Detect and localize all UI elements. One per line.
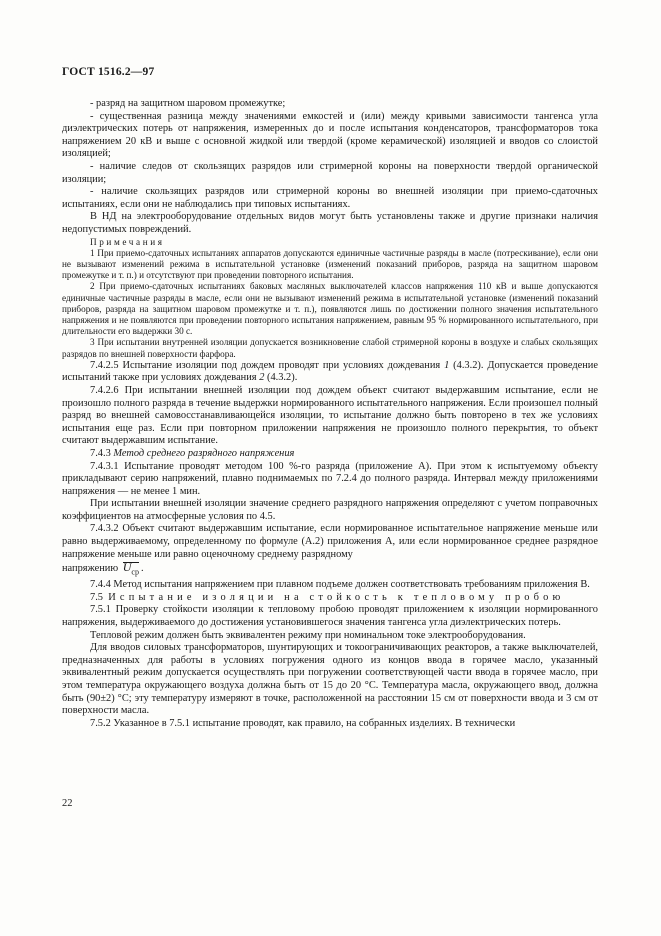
paragraph: 7.4.2.6 При испытании внешней изоляции под дождем объект считают выдержавшим испытание, если не произошло полного разряда в течение выдержки нормированного испытательного напряжения. Если произошел полный разряд во внешней самовосстанавливающейся изоляции, то испытание должно быть повторено в тех же условиях испытания еще раз. Если при повторном приложении напряжения не произошло полного перекрытия, то объект считают выдержавшим испытание.: [62, 384, 598, 447]
formula: $U_{ср}$: [123, 561, 139, 579]
subsection-heading: 7.4.3 Метод среднего разрядного напряжения: [90, 447, 295, 459]
document-header: ГОСТ 1516.2—97: [62, 66, 155, 78]
list-item: - наличие скользящих разрядов или стримерной короны во внешней изоляции при приемо-сдаточных испытаниях, если они не наблюдались при типовых испытаниях.: [62, 186, 598, 210]
paragraph: 7.5.2 Указанное в 7.5.1 испытание проводят, как правило, на собранных изделиях. В технически: [90, 717, 516, 729]
list-item: - наличие следов от скользящих разрядов или стримерной короны на поверхности твердой органической изоляции;: [62, 160, 598, 185]
formula-line: напряжению $U_{ср}$ .: [62, 561, 598, 579]
paragraph: При испытании внешней изоляции значение среднего разрядного напряжения определяют с учетом поправочных коэффициентов на атмосферные условия по 4.5.: [62, 498, 598, 522]
paragraph: 7.4.3.2 Объект считают выдержавшим испытание, если нормированное испытательное напряжение меньше или равно выдерживаемому, определенному по формуле (А.2) приложения А, или если нормированное среднее разрядное напряжение меньше или равно оценочному среднему разрядному: [62, 523, 598, 560]
note: 3 При испытании внутренней изоляции допускается возникновение слабой стримерной короны в воздухе и слабых скользящих разрядов по внешней поверхности фарфора.: [62, 337, 598, 359]
paragraph: 7.4.3.1 Испытание проводят методом 100 %-го разряда (приложение А). При этом к испытуемому объекту прикладывают серию напряжений, плавно поднимаемых по 7.2.4 до полного разряда. Интервал между приложениями напряжения — не менее 1 мин.: [62, 460, 598, 497]
paragraph: 7.4.4 Метод испытания напряжением при плавном подъеме должен соответствовать требованиям приложения В.: [90, 579, 590, 591]
paragraph: 7.5.1 Проверку стойкости изоляции к тепловому пробою проводят приложением к изоляции нормированного напряжения, выдерживаемого до достижения установившегося значения тангенса угла диэлектрических потерь.: [62, 604, 598, 629]
notes-title: Примечания: [90, 236, 165, 247]
section-heading: 7.5 Испытание изоляции на стойкость к тепловому пробою: [90, 591, 565, 603]
document-body: [62, 98, 598, 730]
paragraph: Для вводов силовых трансформаторов, шунтирующих и токоограничивающих реакторов, а также выключателей, предназначенных для работы в условиях погружения одного из концов ввода в горячее масло, указанный эквивалентный режим допускается осуществлять при погружении соответствующей части ввода в горячее масло, при этом температура окружающего воздуха должна быть от 15 до 20 °С. Температура масла, окружающего ввод, должна быть (90±2) °С; эту температуру измеряют в точке, расположенной на расстоянии 15 см от поверхности ввода и 3 см от поверхности масла.: [62, 642, 598, 717]
page-number: 22: [62, 798, 73, 809]
paragraph: В НД на электрооборудование отдельных видов могут быть установлены также и другие признаки наличия недопустимых повреждений.: [62, 211, 598, 235]
list-item: - разряд на защитном шаровом промежутке;: [90, 98, 286, 109]
paragraph: 7.4.2.5 Испытание изоляции под дождем проводят при условиях дождевания 1 (4.3.2). Допускается проведение испытаний также при условиях дождевания 2 (4.3.2).: [62, 359, 598, 384]
note: 2 При приемо-сдаточных испытаниях баковых масляных выключателей классов напряжения 110 кВ и выше допускаются единичные частичные разряды в масле, если они не вызывают изменений режима в испытательной установке (изменений показаний приборов, разряда на защитном шаровом промежутке и т. п.), появляются лишь по достижении полного значения испытательного напряжения и не появляются при проведении повторного испытания напряжением, равным 95 % нормированного испытательного, при длительности его выдержки 30 с.: [62, 281, 598, 337]
list-item: - существенная разница между значениями емкостей и (или) между кривыми зависимости тангенса угла диэлектрических потерь от напряжения, измеренных до и после испытания конденсаторов, трансформаторов тока напряжением 20 кВ и выше с основной жидкой или твердой (кроме керамической) изоляцией и вводов со слоистой изоляцией;: [62, 110, 598, 160]
note: 1 При приемо-сдаточных испытаниях аппаратов допускаются единичные частичные разряды в масле (потрескивание), если они не вызывают изменений режима в испытательной установке (изменений показаний приборов, разряда на защитном шаровом промежутке и т. п.) и отсутствуют при проведении повторного испытания.: [62, 247, 598, 281]
paragraph: Тепловой режим должен быть эквивалентен режиму при номинальном токе электрооборудования.: [90, 629, 526, 641]
